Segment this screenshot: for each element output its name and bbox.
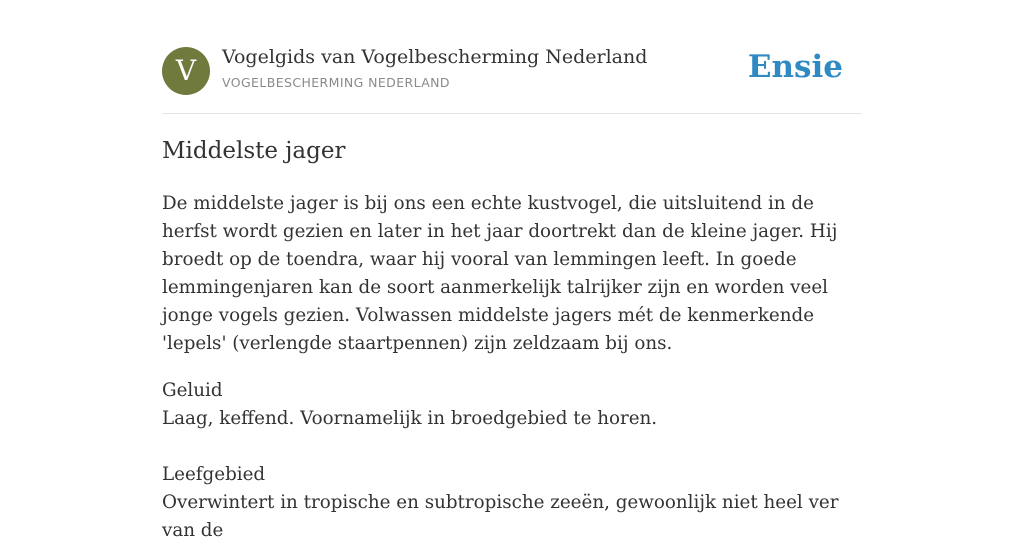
section-geluid (162, 377, 862, 433)
section-heading: Leefgebied (162, 464, 266, 485)
article-intro: De middelste jager is bij ons een echte kustvogel, die uitsluitend in de herfst wordt gezien en later in het jaar doortrekt dan de kleine jager. Hij broedt op de toendra, waar hij vooral van lemmingen leeft. In goede lemmingenjaren kan de soort aanmerkelijk talrijker zijn en worden veel jonge vogels gezien. Volwassen middelste jagers mét de kenmerkende 'lepels' (verlengde staartpennen) zijn zeldzaam bij ons. (162, 193, 838, 354)
section-spacer (162, 433, 862, 461)
source-avatar[interactable]: V (162, 47, 210, 95)
section-text: Laag, keffend. Voornamelijk in broedgebied te horen. (162, 408, 658, 429)
article-body (162, 190, 862, 545)
section-text: Overwintert in tropische en subtropische zeeën, gewoonlijk niet heel ver van de (162, 492, 839, 541)
brand-logo[interactable]: Ensie (747, 49, 843, 85)
section-heading: Geluid (162, 380, 223, 401)
source-title[interactable]: Vogelgids van Vogelbescherming Nederland (222, 46, 648, 68)
source-subtitle[interactable]: VOGELBESCHERMING NEDERLAND (222, 75, 450, 90)
article-title: Middelste jager (162, 138, 346, 164)
section-leefgebied (162, 461, 862, 545)
header (162, 46, 862, 114)
